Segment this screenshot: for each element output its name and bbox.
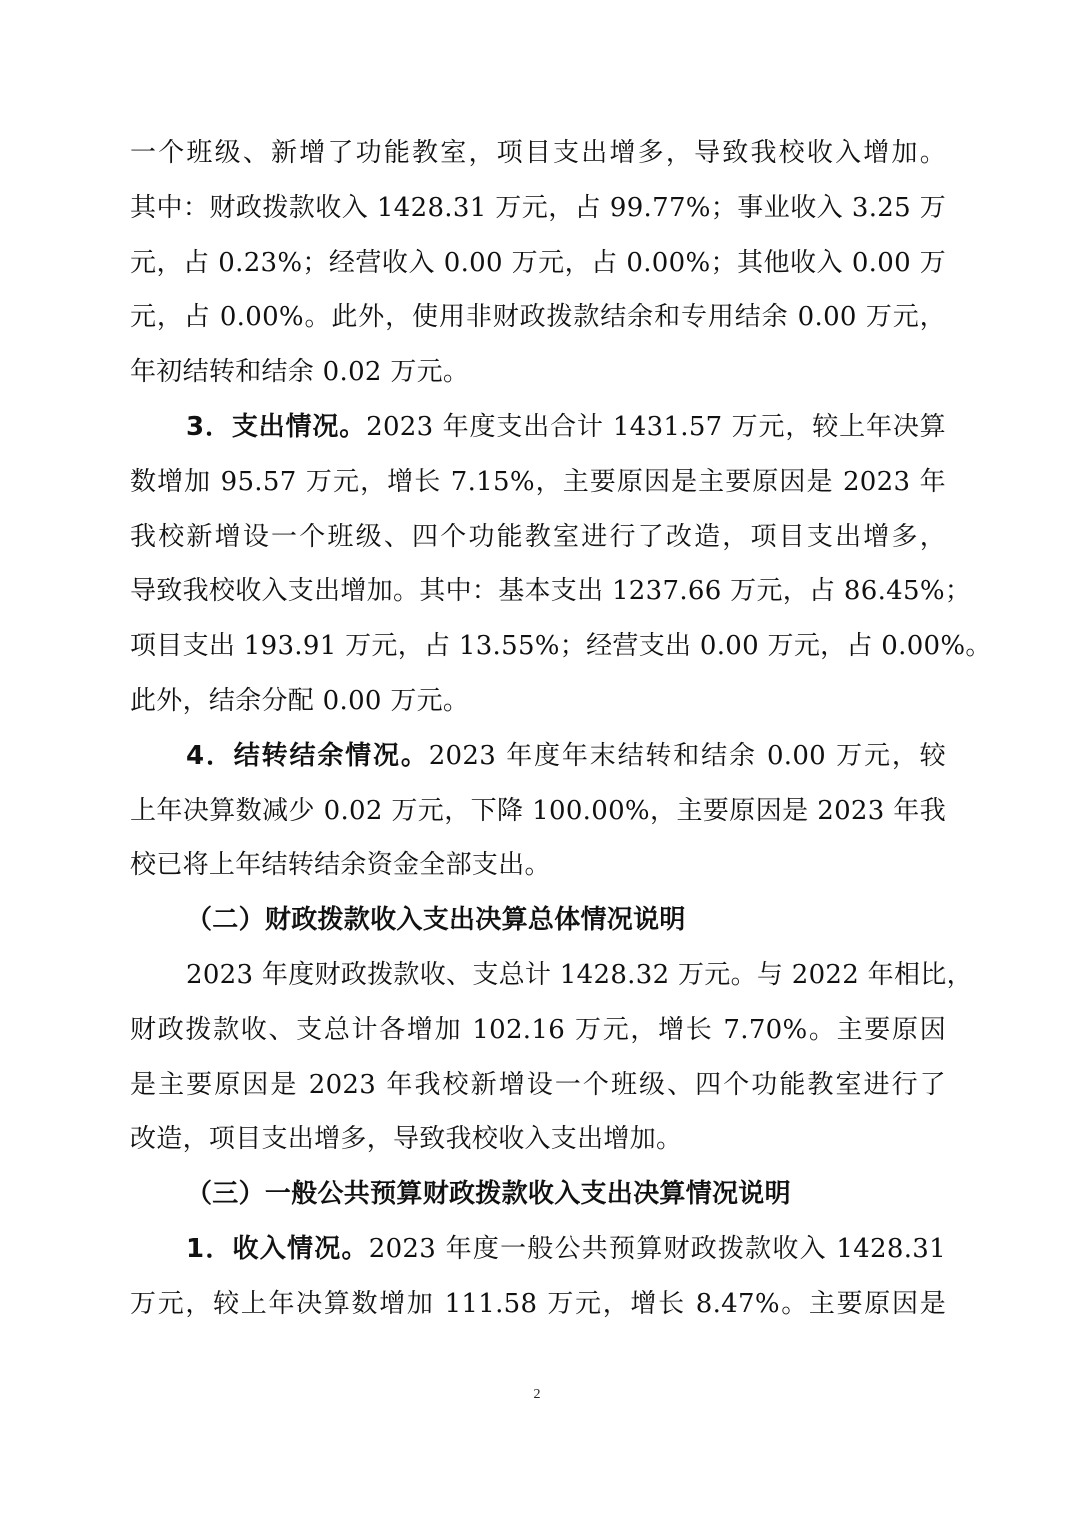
- text-line: 万元，较上年决算数增加 111.58 万元，增长 8.47%。主要原因是: [130, 1288, 946, 1319]
- text-line: 财政拨款收、支总计各增加 102.16 万元，增长 7.70%。主要原因: [130, 1014, 946, 1045]
- text-line: 数增加 95.57 万元，增长 7.15%，主要原因是主要原因是 2023 年: [130, 466, 946, 497]
- text-line: 元，占 0.23%；经营收入 0.00 万元，占 0.00%；其他收入 0.00 万: [130, 247, 946, 278]
- text-line: 我校新增设一个班级、四个功能教室进行了改造，项目支出增多，: [130, 521, 946, 552]
- paragraph-fiscal-total: [130, 948, 973, 1167]
- section-carryover: [130, 729, 946, 893]
- text-line: 导致我校收入支出增加。其中：基本支出 1237.66 万元，占 86.45%；: [130, 576, 972, 607]
- text-line: 2023 年度财政拨款收、支总计 1428.32 万元。与 2022 年相比，: [186, 959, 973, 990]
- text-line: 校已将上年结转结余资金全部支出。: [130, 850, 551, 881]
- text-line: 一个班级、新增了功能教室，项目支出增多，导致我校收入增加。: [130, 138, 946, 168]
- text-line: [130, 400, 946, 455]
- text-line: 元，占 0.00%。此外，使用非财政拨款结余和专用结余 0.00 万元，: [130, 302, 946, 333]
- document-page: [130, 126, 992, 1332]
- text-run: 2023 年度年末结转和结余 0.00 万元，较: [428, 740, 946, 771]
- text-line: 是主要原因是 2023 年我校新增设一个班级、四个功能教室进行了: [130, 1069, 946, 1100]
- text-line: [130, 729, 946, 784]
- text-line: 上年决算数减少 0.02 万元，下降 100.00%，主要原因是 2023 年我: [130, 795, 946, 826]
- section-general-budget-income: [130, 1222, 946, 1332]
- section-heading-3: （三）一般公共预算财政拨款收入支出决算情况说明: [186, 1179, 791, 1210]
- text-line: 其中：财政拨款收入 1428.31 万元，占 99.77%；事业收入 3.25 万: [130, 192, 946, 223]
- text-line: 此外，结余分配 0.00 万元。: [130, 685, 470, 716]
- text-line: 年初结转和结余 0.02 万元。: [130, 357, 470, 388]
- page-number: 2: [533, 1387, 541, 1402]
- text-line: [130, 1222, 946, 1277]
- paragraph-income-continued: [130, 126, 946, 400]
- section-lead: 4．结转结余情况。: [186, 740, 429, 771]
- section-expenditure: [130, 400, 992, 729]
- section-lead: 1．收入情况。: [186, 1233, 369, 1264]
- text-run: 2023 年度一般公共预算财政拨款收入 1428.31: [368, 1233, 946, 1264]
- text-run: 2023 年度支出合计 1431.57 万元，较上年决算: [366, 411, 946, 442]
- text-line: 项目支出 193.91 万元，占 13.55%；经营支出 0.00 万元，占 0.00%。: [130, 631, 992, 662]
- section-heading-2: （二）财政拨款收入支出决算总体情况说明: [186, 905, 686, 936]
- section-lead: 3．支出情况。: [186, 411, 367, 442]
- text-line: 改造，项目支出增多，导致我校收入支出增加。: [130, 1124, 683, 1155]
